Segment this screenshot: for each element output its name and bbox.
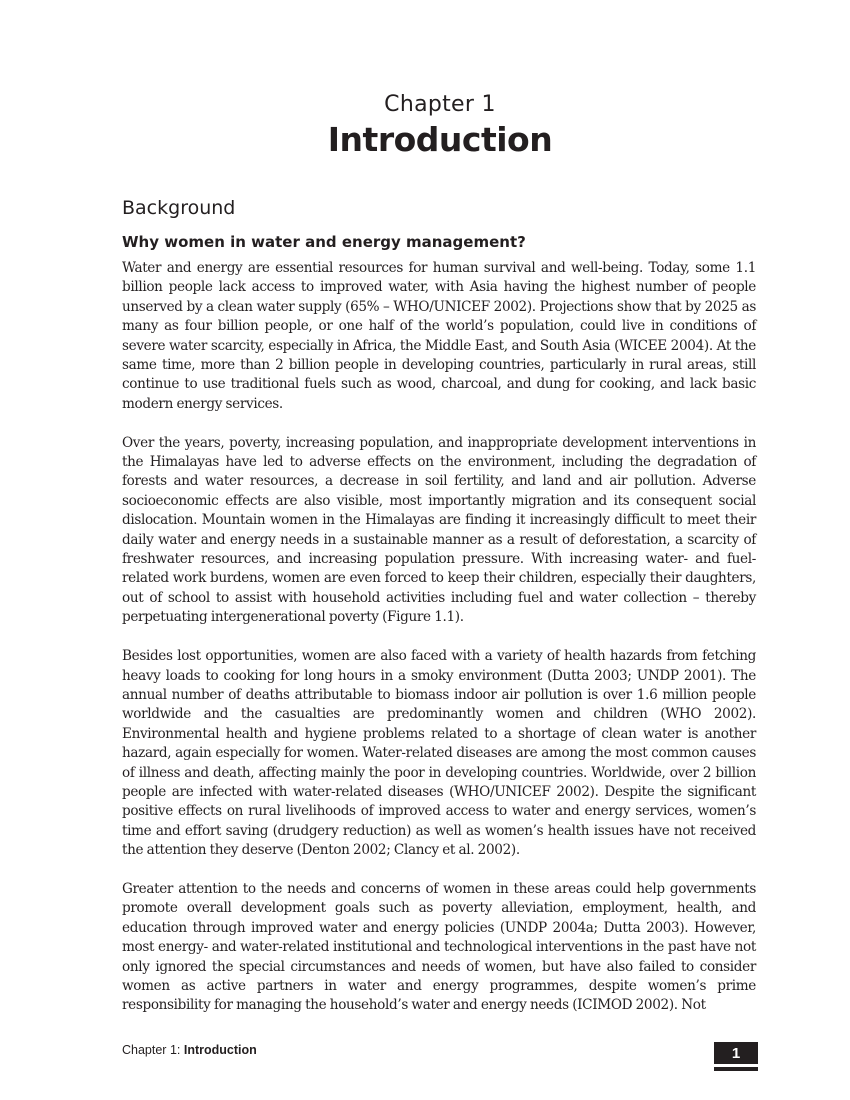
paragraph: Over the years, poverty, increasing population, and inappropriate development interventions in the Himalayas have led to adverse effects on the environment, including the degradation of forests and water resources, a decrease in soil fertility, and land and air pollution. Adverse socioeconomic effects are also visible, most importantly migration and its consequent social dislocation. Mountain women in the Himalayas are finding it increasingly difficult to meet their daily water and energy needs in a sustainable manner as a result of deforestation, a scarcity of freshwater resources, and increasing population pressure. With increasing water- and fuel-related work burdens, women are even forced to keep their children, especially their daughters, out of school to assist with household activities including fuel and water collection – thereby perpetuating intergenerational poverty (Figure 1.1). (122, 434, 756, 626)
body-text (122, 259, 756, 1035)
footer-chapter-prefix: Chapter 1: (122, 1043, 184, 1057)
sub-heading: Why women in water and energy management? (122, 233, 526, 251)
page-number-rule (714, 1067, 758, 1071)
paragraph: Greater attention to the needs and concerns of women in these areas could help governments promote overall development goals such as poverty alleviation, employment, health, and education through improved water and energy policies (UNDP 2004a; Dutta 2003). However, most energy- and water-related institutional and technological interventions in the past have not only ignored the special circumstances and needs of women, but have also failed to consider women as active partners in water and energy programmes, despite women’s prime responsibility for managing the household’s water and energy needs (ICIMOD 2002). Not (122, 880, 756, 1014)
chapter-title: Introduction (327, 120, 553, 159)
footer-chapter-name: Introduction (183, 1043, 257, 1057)
paragraph: Besides lost opportunities, women are also faced with a variety of health hazards from fetching heavy loads to cooking for long hours in a smoky environment (Dutta 2003; UNDP 2001). The annual number of deaths attributable to biomass indoor air pollution is over 1.6 million people worldwide and the casualties are predominantly women and children (WHO 2002). Environmental health and hygiene problems related to a shortage of clean water is another hazard, again especially for women. Water-related diseases are among the most common causes of illness and death, affecting mainly the poor in developing countries. Worldwide, over 2 billion people are infected with water-related diseases (WHO/UNICEF 2002). Despite the significant positive effects on rural livelihoods of improved access to water and energy services, women’s time and effort saving (drudgery reduction) as well as women’s health issues have not received the attention they deserve (Denton 2002; Clancy et al. 2002). (122, 648, 756, 859)
paragraph: Water and energy are essential resources for human survival and well-being. Today, some 1.1 billion people lack access to improved water, with Asia having the highest number of people unserved by a clean water supply (65% – WHO/UNICEF 2002). Projections show that by 2025 as many as four billion people, or one half of the world’s population, could live in conditions of severe water scarcity, especially in Africa, the Middle East, and South Asia (WICEE 2004). At the same time, more than 2 billion people in developing countries, particularly in rural areas, still continue to use traditional fuels such as wood, charcoal, and dung for cooking, and lack basic modern energy services. (122, 260, 756, 412)
chapter-label: Chapter 1 (384, 92, 496, 117)
section-heading: Background (122, 197, 236, 219)
running-footer (122, 1043, 257, 1057)
page-number: 1 (714, 1042, 758, 1064)
